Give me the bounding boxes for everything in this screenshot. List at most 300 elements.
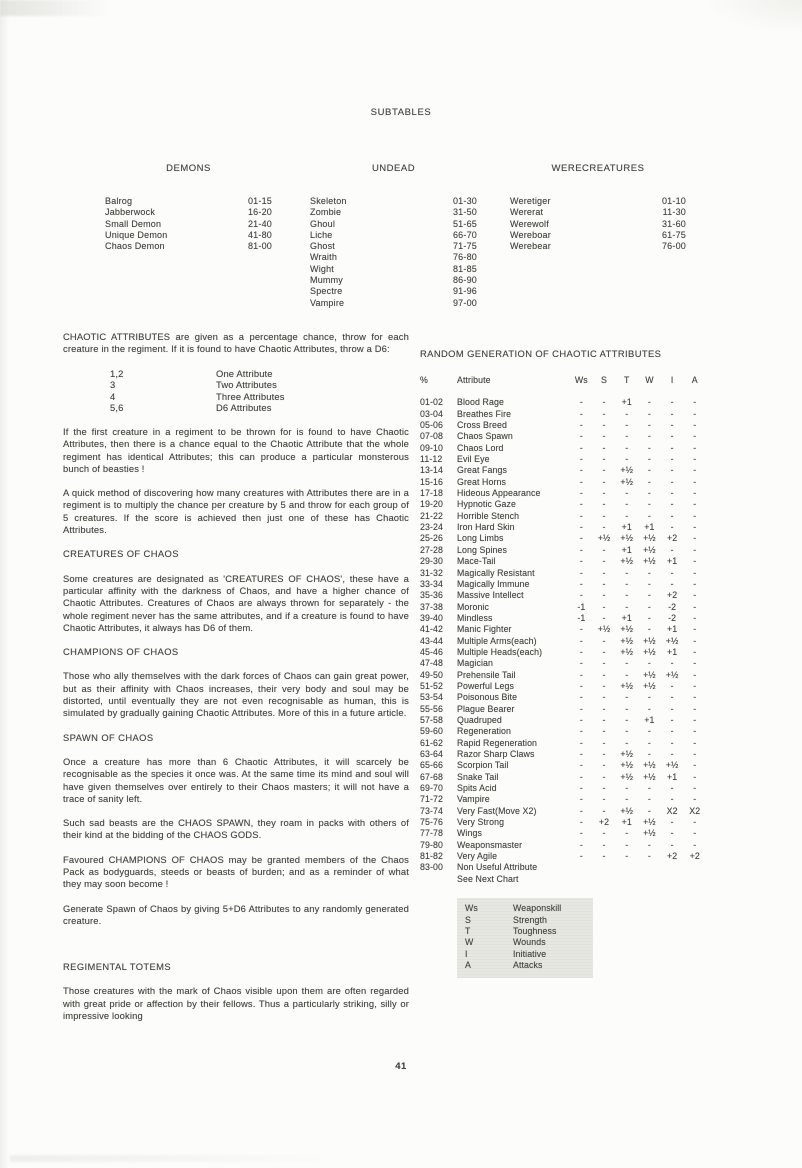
paragraph-regimental-totems: Those creatures with the mark of Chaos visible upon them are often regarded with great pride or affection by their fellows. Thus a particularly striking, silly or impressive looking [63,985,409,1022]
heading-spawn-of-chaos: SPAWN OF CHAOS [63,731,154,743]
attribute-name: Very Strong [457,817,505,828]
stat-i: - [670,726,674,737]
table-row [105,230,272,241]
table-row [510,241,686,252]
d6-result: Three Attributes [216,390,285,402]
legend-row [465,926,585,937]
stat-ws: - [579,431,583,442]
stat-a: - [693,692,697,703]
stat-i: +2 [666,533,678,544]
dice-range: 57-58 [420,714,443,725]
undead-list [310,196,477,309]
table-row [420,409,712,420]
attribute-name: Long Limbs [457,533,504,544]
table-row [420,624,712,635]
dice-range: 69-70 [420,783,443,794]
stat-a: +2 [689,851,700,862]
stat-s: - [602,760,606,771]
stat-s: - [602,397,606,408]
stat-t: +1 [621,522,632,533]
table-row [310,275,477,286]
table-row [420,545,712,556]
dice-range: 79-80 [420,839,443,850]
stat-abbreviation: Ws [465,903,478,914]
table-row [420,556,712,567]
stat-t: +1 [621,612,632,623]
stat-t: - [625,510,629,521]
creature-name: Mummy [310,275,343,286]
stat-a: - [693,828,697,839]
stat-s: - [602,556,606,567]
stat-t: +½ [620,476,634,487]
stat-i: - [670,658,674,669]
stat-full-name: Attacks [513,960,543,971]
stat-s: - [602,522,606,533]
table-row [310,241,477,252]
stat-ws: - [579,805,583,816]
stat-i: - [670,488,674,499]
attribute-name: Manic Fighter [457,624,512,635]
stat-w: +1 [644,714,655,725]
stat-w: +½ [643,556,656,567]
creature-name: Wraith [310,252,338,263]
demons-subtable [105,163,272,252]
stat-ws: - [579,760,583,771]
table-row [510,207,686,218]
table-row [105,196,272,207]
stat-i: - [670,510,674,521]
stat-a: - [693,771,697,782]
stat-t: - [625,726,629,737]
dice-range: 41-80 [247,229,272,240]
stat-i: - [670,680,674,691]
table-row [420,420,712,431]
header-s: S [601,375,608,385]
dice-range: 01-02 [420,397,443,408]
stat-s: - [602,794,606,805]
paragraph-quick-method: A quick method of discovering how many creatures with Attributes there are in a regiment is to multiply the chance per creature by 5 and throw for each group of 5 creatures. If the score is achieved then just one of these has Chaotic Attributes. [63,487,409,536]
creature-name: Wight [310,263,335,274]
attribute-name: Weaponsmaster [457,839,523,850]
stat-i: +1 [666,646,678,657]
stat-ws: - [579,522,583,533]
stat-w: - [647,408,651,419]
stat-ws: -1 [577,612,586,623]
stat-ws: - [579,680,583,691]
attribute-name: Snake Tail [457,771,499,782]
attribute-name: Razor Sharp Claws [457,749,535,759]
stat-ws: - [579,556,583,567]
table-row [420,533,712,544]
table-row [420,590,712,601]
paragraph-first-creature: If the first creature in a regiment to be thrown for is found to have Chaotic Attributes, then there is a chance equal to the Chaotic Attribute that the whole regiment has identical Attributes; this can produce a particular monsterous bunch of beasties ! [63,425,409,474]
dice-range: 73-74 [420,805,443,816]
stat-w: +½ [643,669,656,680]
stat-ws: - [579,817,583,828]
stat-w: +½ [643,544,656,555]
table-row [420,851,712,862]
dice-range: 21-22 [420,510,443,521]
stat-t: - [625,658,629,669]
stat-s: - [602,714,606,725]
table-row [420,817,712,828]
stat-full-name: Wounds [513,937,546,948]
stat-i: - [670,567,674,578]
paragraph-champions-of-chaos: Those who ally themselves with the dark forces of Chaos can gain great power, but as their affinity with Chaos increases, their very body and soul may be distorted, until eventually they are not even recognisable as human, this is simulated by gradually gaining Chaotic Attributes. More of this in a future article. [63,670,409,719]
stat-i: +½ [665,635,679,646]
undead-heading: UNDEAD [371,163,416,174]
dice-range: 86-90 [452,275,477,286]
attribute-name: Hypnotic Gaze [457,499,516,510]
stat-i: -2 [668,601,677,612]
stat-t: - [625,499,629,510]
dice-range: 31-32 [420,567,443,578]
creature-name: Spectre [310,286,343,297]
attribute-name: Poisonous Bite [457,692,518,703]
stat-w: - [647,839,651,850]
table-row [420,522,712,533]
legend-row [465,949,585,960]
dice-range: 71-72 [420,794,443,805]
see-next-chart-note: See Next Chart [457,873,519,884]
stat-t: - [625,431,629,442]
table-row [420,613,712,624]
attribute-name: Very Agile [457,851,498,862]
stat-a: - [693,544,697,555]
stat-ws: - [579,544,583,555]
stat-i: - [670,828,674,839]
stat-ws: - [579,499,583,510]
table-row [420,670,712,681]
stat-ws: - [579,794,583,805]
stat-ws: - [579,658,583,669]
stat-i: - [670,692,674,703]
dice-range: 03-04 [420,408,443,419]
dice-range: 21-40 [247,218,272,229]
stat-abbreviation: S [465,914,471,925]
stat-a: - [693,703,697,714]
stat-i: - [670,442,674,453]
table-row [420,499,712,510]
heading-champions-of-chaos: CHAMPIONS OF CHAOS [63,646,179,658]
d6-result: D6 Attributes [216,402,272,414]
d6-roll: 1,2 [110,367,124,379]
dice-range: 31-50 [452,207,477,218]
stat-w: - [647,567,651,578]
dice-range: 77-78 [420,828,443,839]
stat-a: X2 [689,805,701,816]
legend-row [465,960,585,971]
dice-range: 09-10 [420,442,443,453]
stat-s: - [602,476,606,487]
creature-name: Liche [310,229,333,240]
table-row [420,704,712,715]
stat-s: - [602,499,606,510]
stat-w: - [647,397,651,408]
header-attribute: Attribute [457,375,491,385]
stat-s: - [602,635,606,646]
heading-regimental-totems: REGIMENTAL TOTEMS [63,961,172,973]
stat-w: - [647,851,651,862]
attribute-name: Plague Bearer [457,703,515,714]
attribute-name: Magically Immune [457,578,530,589]
dice-range: 76-80 [452,252,477,263]
stat-a: - [693,714,697,725]
table-row [63,379,409,391]
dice-range: 47-48 [420,658,443,669]
stat-s: - [602,431,606,442]
scan-smudge [0,0,130,16]
stat-s: - [602,408,606,419]
attribute-name: Great Fangs [457,465,507,476]
stat-t: +½ [620,805,634,816]
dice-range: 61-62 [420,737,443,748]
stat-i: - [670,839,674,850]
stat-ws: - [579,510,583,521]
stat-a: - [693,533,697,544]
attribute-name: Spits Acid [457,783,497,794]
stat-a: - [693,612,697,623]
dice-range: 76-00 [661,241,686,252]
dice-range: 01-10 [661,196,686,206]
d6-attribute-table [63,368,409,414]
werecreatures-subtable [510,163,686,252]
stat-i: - [670,794,674,805]
attribute-name: Moronic [457,601,489,612]
dice-range: 75-76 [420,817,443,828]
dice-range: 83-00 [420,862,443,873]
stat-ws: - [579,783,583,794]
table-row [420,443,712,454]
creature-name: Chaos Demon [105,241,165,252]
stat-w: - [647,726,651,737]
stat-t: - [625,703,629,714]
stat-a: - [693,760,697,771]
stat-a: - [693,737,697,748]
stat-a: - [693,556,697,567]
stat-w: - [647,601,651,612]
attribute-name: Chaos Spawn [457,431,513,442]
dice-range: 59-60 [420,726,443,737]
stat-s: - [602,680,606,691]
stat-s: - [602,578,606,589]
attribute-name: Non Useful Attribute [457,862,538,873]
scan-smudge [702,0,802,34]
stat-ws: - [579,692,583,703]
stat-w: - [647,476,651,487]
stat-i: +2 [666,590,678,601]
stat-w: - [647,465,651,476]
attribute-name: Scorpion Tail [457,760,509,771]
stat-w: - [647,578,651,589]
table-row [420,511,712,522]
dice-range: 35-36 [420,590,443,601]
stat-t: +½ [620,624,634,635]
table-row [420,579,712,590]
table-row [420,602,712,613]
stat-a: - [693,442,697,453]
table-row [420,465,712,476]
dice-range: 15-16 [420,476,443,487]
stat-t: - [625,454,629,465]
d6-result: One Attribute [216,367,273,379]
attribute-name: Long Spines [457,544,508,555]
table-row [310,252,477,263]
dice-range: 53-54 [420,692,443,703]
stat-t: - [625,488,629,499]
attribute-name: Mace-Tail [457,556,496,567]
stat-t: - [625,408,629,419]
demons-list [105,196,272,252]
table-row [420,783,712,794]
stat-a: - [693,522,697,533]
table-row [420,715,712,726]
page-number: 41 [395,1061,407,1072]
stat-ws: - [579,714,583,725]
stat-a: - [693,488,697,499]
stat-s: - [602,669,606,680]
attribute-name: Magician [457,658,494,669]
table-row [420,681,712,692]
stat-a: - [693,794,697,805]
table-row [420,397,712,408]
stat-w: - [647,805,651,816]
stat-a: - [693,601,697,612]
stat-s: - [602,567,606,578]
stat-abbreviation: A [465,960,471,971]
stat-a: - [693,726,697,737]
stat-t: - [625,794,629,805]
stat-ws: - [579,533,583,544]
stat-w: - [647,612,651,623]
stat-s: - [602,510,606,521]
creature-name: Ghost [310,241,336,252]
stat-s: - [602,726,606,737]
stat-t: +½ [620,646,634,657]
creature-name: Balrog [105,196,133,206]
stat-t: - [625,783,629,794]
stat-ws: - [579,839,583,850]
table-row [420,568,712,579]
stat-i: - [670,476,674,487]
stat-i: - [670,408,674,419]
stat-t: - [625,828,629,839]
table-row [310,207,477,218]
dice-range: 19-20 [420,499,443,510]
dice-range: 01-15 [247,196,272,206]
attribute-name: Vampire [457,794,490,805]
stat-i: - [670,544,674,555]
paragraph-favoured-champions: Favoured CHAMPIONS OF CHAOS may be granted members of the Chaos Pack as bodyguards, steeds or beasts of burden; and as a reminder of what they may soon become ! [63,853,409,890]
stat-full-name: Weaponskill [513,903,562,914]
dice-range: 27-28 [420,544,443,555]
table-row [420,738,712,749]
stat-s: - [602,488,606,499]
creature-name: Jabberwock [105,207,156,218]
stat-a: - [693,590,697,601]
stat-s: - [602,601,606,612]
stat-ws: - [579,749,583,759]
stat-a: - [693,658,697,669]
stat-i: -2 [668,612,677,623]
dice-range: 11-12 [420,454,443,465]
stat-w: +1 [644,522,655,533]
dice-range: 51-65 [452,218,477,229]
table-row [510,230,686,241]
table-row [105,207,272,218]
table-row [420,726,712,737]
attribute-name: Evil Eye [457,454,490,465]
stat-i: - [670,499,674,510]
stat-full-name: Toughness [513,926,557,937]
stat-s: - [602,544,606,555]
stat-t: +½ [620,760,634,771]
dice-range: 49-50 [420,669,443,680]
stat-a: - [693,578,697,589]
attribute-name: Regeneration [457,726,512,737]
stat-ws: - [579,578,583,589]
stat-i: - [670,578,674,589]
attribute-name: Magically Resistant [457,567,535,578]
stat-ws: - [579,488,583,499]
attribute-name: Horrible Stench [457,510,520,521]
stat-t: - [625,839,629,850]
table-row [420,840,712,851]
stat-i: - [670,749,674,759]
stat-i: - [670,420,674,431]
stat-s: - [602,771,606,782]
stat-ws: - [579,442,583,453]
stat-s: - [602,692,606,703]
legend-row [465,937,585,948]
table-row-non-useful [420,862,712,873]
stat-s: - [602,590,606,601]
stat-ws: - [579,646,583,657]
stat-ws: - [579,567,583,578]
header-i: I [670,375,674,385]
stat-w: +½ [643,646,656,657]
table-row [420,749,712,760]
table-row [420,647,712,658]
stat-s: +½ [597,624,611,635]
stat-i: - [670,783,674,794]
stat-s: - [602,749,606,759]
stat-t: - [625,442,629,453]
stat-t: +½ [620,680,634,691]
stat-i: +1 [666,556,678,567]
dice-range: 13-14 [420,465,443,476]
stat-w: - [647,737,651,748]
table-row [310,230,477,241]
stat-a: - [693,397,697,408]
legend-row [465,915,585,926]
stat-t: - [625,601,629,612]
dice-range: 17-18 [420,488,443,499]
stat-a: - [693,680,697,691]
stat-i: - [670,737,674,748]
stat-t: +½ [620,465,634,476]
dice-range: 71-75 [452,241,477,252]
d6-roll: 4 [110,390,116,402]
heading-creatures-of-chaos: CREATURES OF CHAOS [63,548,179,560]
legend-row [465,903,585,914]
stat-ws: - [579,726,583,737]
stat-s: - [602,737,606,748]
creature-name: Zombie [310,207,342,218]
attribute-name: Wings [457,828,482,839]
stat-a: - [693,635,697,646]
table-row [420,454,712,465]
